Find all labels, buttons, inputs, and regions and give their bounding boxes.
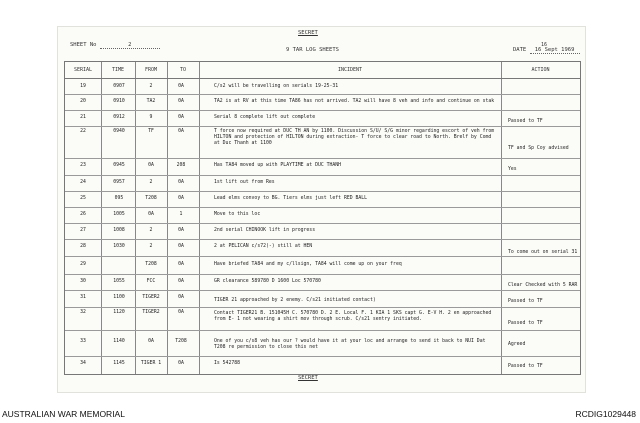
cell-serial: 24 xyxy=(80,180,86,185)
cell-time: 095 xyxy=(114,196,124,201)
secret-classification-top: SECRET xyxy=(298,30,318,36)
cell-time: 0940 xyxy=(113,129,125,134)
cell-action: Clear Checked with 5 RAR xyxy=(508,283,578,288)
cell-time: 1145 xyxy=(113,361,125,366)
cell-time: 1005 xyxy=(113,212,125,217)
table-row xyxy=(65,223,580,240)
cell-incident: Have briefed TA84 and my c/llsign, TA84 will come up on your freq xyxy=(214,262,402,267)
cell-to: 0A xyxy=(178,84,184,89)
cell-to: 0A xyxy=(178,129,184,134)
cell-to: 0A xyxy=(178,99,184,104)
cell-to: 0A xyxy=(178,295,184,300)
table-row xyxy=(65,256,580,275)
header-from: FROM xyxy=(144,67,158,73)
cell-time: 0907 xyxy=(113,84,125,89)
cell-time: 1100 xyxy=(113,295,125,300)
table-row xyxy=(65,191,580,208)
cell-time: 1055 xyxy=(113,279,125,284)
cell-from: 2 xyxy=(149,228,153,233)
cell-to: 1 xyxy=(179,212,183,217)
table-row xyxy=(65,239,580,257)
table-row xyxy=(65,94,580,111)
cell-serial: 21 xyxy=(80,115,86,120)
cell-serial: 25 xyxy=(80,196,86,201)
cell-action: Passed to TF xyxy=(508,299,543,304)
cell-from: T208 xyxy=(145,196,157,201)
cell-from: TF xyxy=(148,129,154,134)
log-table xyxy=(64,61,581,375)
cell-serial: 26 xyxy=(80,212,86,217)
cell-incident: 1st lift out from Res xyxy=(214,180,275,185)
cell-incident: C/s2 will be travelling on serials 19-25-31 xyxy=(214,84,339,89)
table-row xyxy=(65,290,580,308)
cell-time: 1120 xyxy=(113,310,125,315)
cell-to: 0A xyxy=(178,196,184,201)
sheet-number-value: 2 xyxy=(100,42,160,49)
cell-incident: TA2 is at RV at this time TA86 has not arrived. TA2 will have 8 veh and info and continue on stak xyxy=(214,99,495,104)
cell-from: TIGER2 xyxy=(142,295,160,300)
cell-action: Yes xyxy=(508,167,517,172)
cell-action: Agreed xyxy=(508,342,526,347)
date-label: DATE xyxy=(513,47,527,53)
sheet-title: 9 TAR LOG SHEETS xyxy=(286,47,339,53)
cell-to: 0A xyxy=(178,180,184,185)
cell-from: 2 xyxy=(149,244,153,249)
header-to: TO xyxy=(179,67,187,73)
cell-serial: 30 xyxy=(80,279,86,284)
cell-serial: 19 xyxy=(80,84,86,89)
cell-time: 1030 xyxy=(113,244,125,249)
cell-from: 9 xyxy=(149,115,153,120)
cell-to: T208 xyxy=(175,339,187,344)
cell-incident: Lead elms convoy to BG. Tiers elms just left RED BALL xyxy=(214,196,368,201)
table-row xyxy=(65,274,580,291)
cell-from: 0A xyxy=(148,212,154,217)
cell-action: Passed to TF xyxy=(508,321,543,326)
cell-from: 2 xyxy=(149,84,153,89)
cell-from: 0A xyxy=(148,163,154,168)
cell-incident: 2 at PELICAN c/s72(-) still at HEN xyxy=(214,244,313,249)
cell-serial: 32 xyxy=(80,310,86,315)
table-row xyxy=(65,175,580,192)
table-row xyxy=(65,356,580,373)
cell-from: TA2 xyxy=(146,99,156,104)
cell-action: To come out on serial 31 xyxy=(508,250,578,255)
sheet-number-label: SHEET No xyxy=(70,42,97,48)
sheet-number xyxy=(70,42,160,49)
cell-incident: Has TA84 moved up with PLAYTIME at DUC THANH xyxy=(214,163,342,168)
cell-from: TIGER 1 xyxy=(140,361,162,366)
cell-serial: 31 xyxy=(80,295,86,300)
date-annotation: 16 xyxy=(541,42,548,48)
header-serial: SERIAL xyxy=(73,67,93,73)
cell-to: 0A xyxy=(178,279,184,284)
cell-from: TIGER2 xyxy=(142,310,160,315)
cell-serial: 27 xyxy=(80,228,86,233)
header-action: ACTION xyxy=(531,67,550,73)
cell-serial: 20 xyxy=(80,99,86,104)
cell-serial: 29 xyxy=(80,262,86,267)
cell-incident: One of you c/s8 veh has our ? would have it at your loc and arrange to send it back to NUI Dat T208 re permission to close this net xyxy=(214,339,486,350)
cell-time: 1140 xyxy=(113,339,125,344)
table-header xyxy=(65,62,580,79)
table-row xyxy=(65,80,580,95)
table-row xyxy=(65,307,580,331)
cell-incident: Contact TIGER21 B. 151045H C. 570780 D. 2 E. Local F. 1 KIA 1 SKS capt G. E-V H. 2 en approached from E- 1 not wearing a shirt mov through scrub. C/s21 sentry initiated. xyxy=(214,311,492,322)
table-row xyxy=(65,207,580,224)
cell-serial: 28 xyxy=(80,244,86,249)
cell-time: 0945 xyxy=(113,163,125,168)
cell-to: 0A xyxy=(178,228,184,233)
table-row xyxy=(65,126,580,159)
header-time: TIME xyxy=(111,67,125,73)
cell-serial: 34 xyxy=(80,361,86,366)
cell-to: 208 xyxy=(176,163,186,168)
cell-incident: T force now required at DUC TH AN by 1100. Discussion S/U/ S/G minor regarding escort of veh from HILTON and protection of HILTON during extraction- T force to clear road to North. Brelf by Comd at Duc Thanh at 1100 xyxy=(214,129,495,146)
date-value: 16 Sept 1969 xyxy=(530,47,580,54)
cell-time: 0957 xyxy=(113,180,125,185)
archive-reference: RCDIG1029448 xyxy=(575,409,636,419)
cell-time: 0910 xyxy=(113,99,125,104)
cell-incident: TIGER 21 approached by 2 enemy. C/s21 initiated contact) xyxy=(214,298,376,303)
cell-from: 2 xyxy=(149,180,153,185)
cell-incident: Serial 8 complete lift out complete xyxy=(214,115,316,120)
cell-to: 0A xyxy=(178,115,184,120)
log-sheet-document xyxy=(57,26,586,393)
secret-classification-bottom: SECRET xyxy=(298,375,318,381)
cell-serial: 22 xyxy=(80,129,86,134)
cell-from: FCC xyxy=(146,279,156,284)
sheet-date xyxy=(513,47,580,54)
cell-incident: Move to this loc xyxy=(214,212,261,217)
cell-action: TF and Sp Coy advised xyxy=(508,146,569,151)
cell-to: 0A xyxy=(178,244,184,249)
cell-to: 0A xyxy=(178,262,184,267)
cell-serial: 33 xyxy=(80,339,86,344)
cell-to: 0A xyxy=(178,310,184,315)
cell-incident: 2nd serial CHINOOK lift in progress xyxy=(214,228,316,233)
cell-incident: Is 542788 xyxy=(214,361,240,366)
cell-from: T208 xyxy=(145,262,157,267)
table-row xyxy=(65,330,580,357)
cell-serial: 23 xyxy=(80,163,86,168)
cell-action: Passed to TF xyxy=(508,364,543,369)
table-row xyxy=(65,110,580,127)
header-incident: INCIDENT xyxy=(337,67,363,73)
table-row xyxy=(65,158,580,176)
cell-time: 1008 xyxy=(113,228,125,233)
cell-action: Passed to TF xyxy=(508,119,543,124)
archive-credit: AUSTRALIAN WAR MEMORIAL xyxy=(2,409,125,419)
cell-from: 0A xyxy=(148,339,154,344)
cell-time: 0912 xyxy=(113,115,125,120)
cell-to: 0A xyxy=(178,361,184,366)
cell-incident: GR clearance 589780 D 1600 Loc 570780 xyxy=(214,279,321,284)
